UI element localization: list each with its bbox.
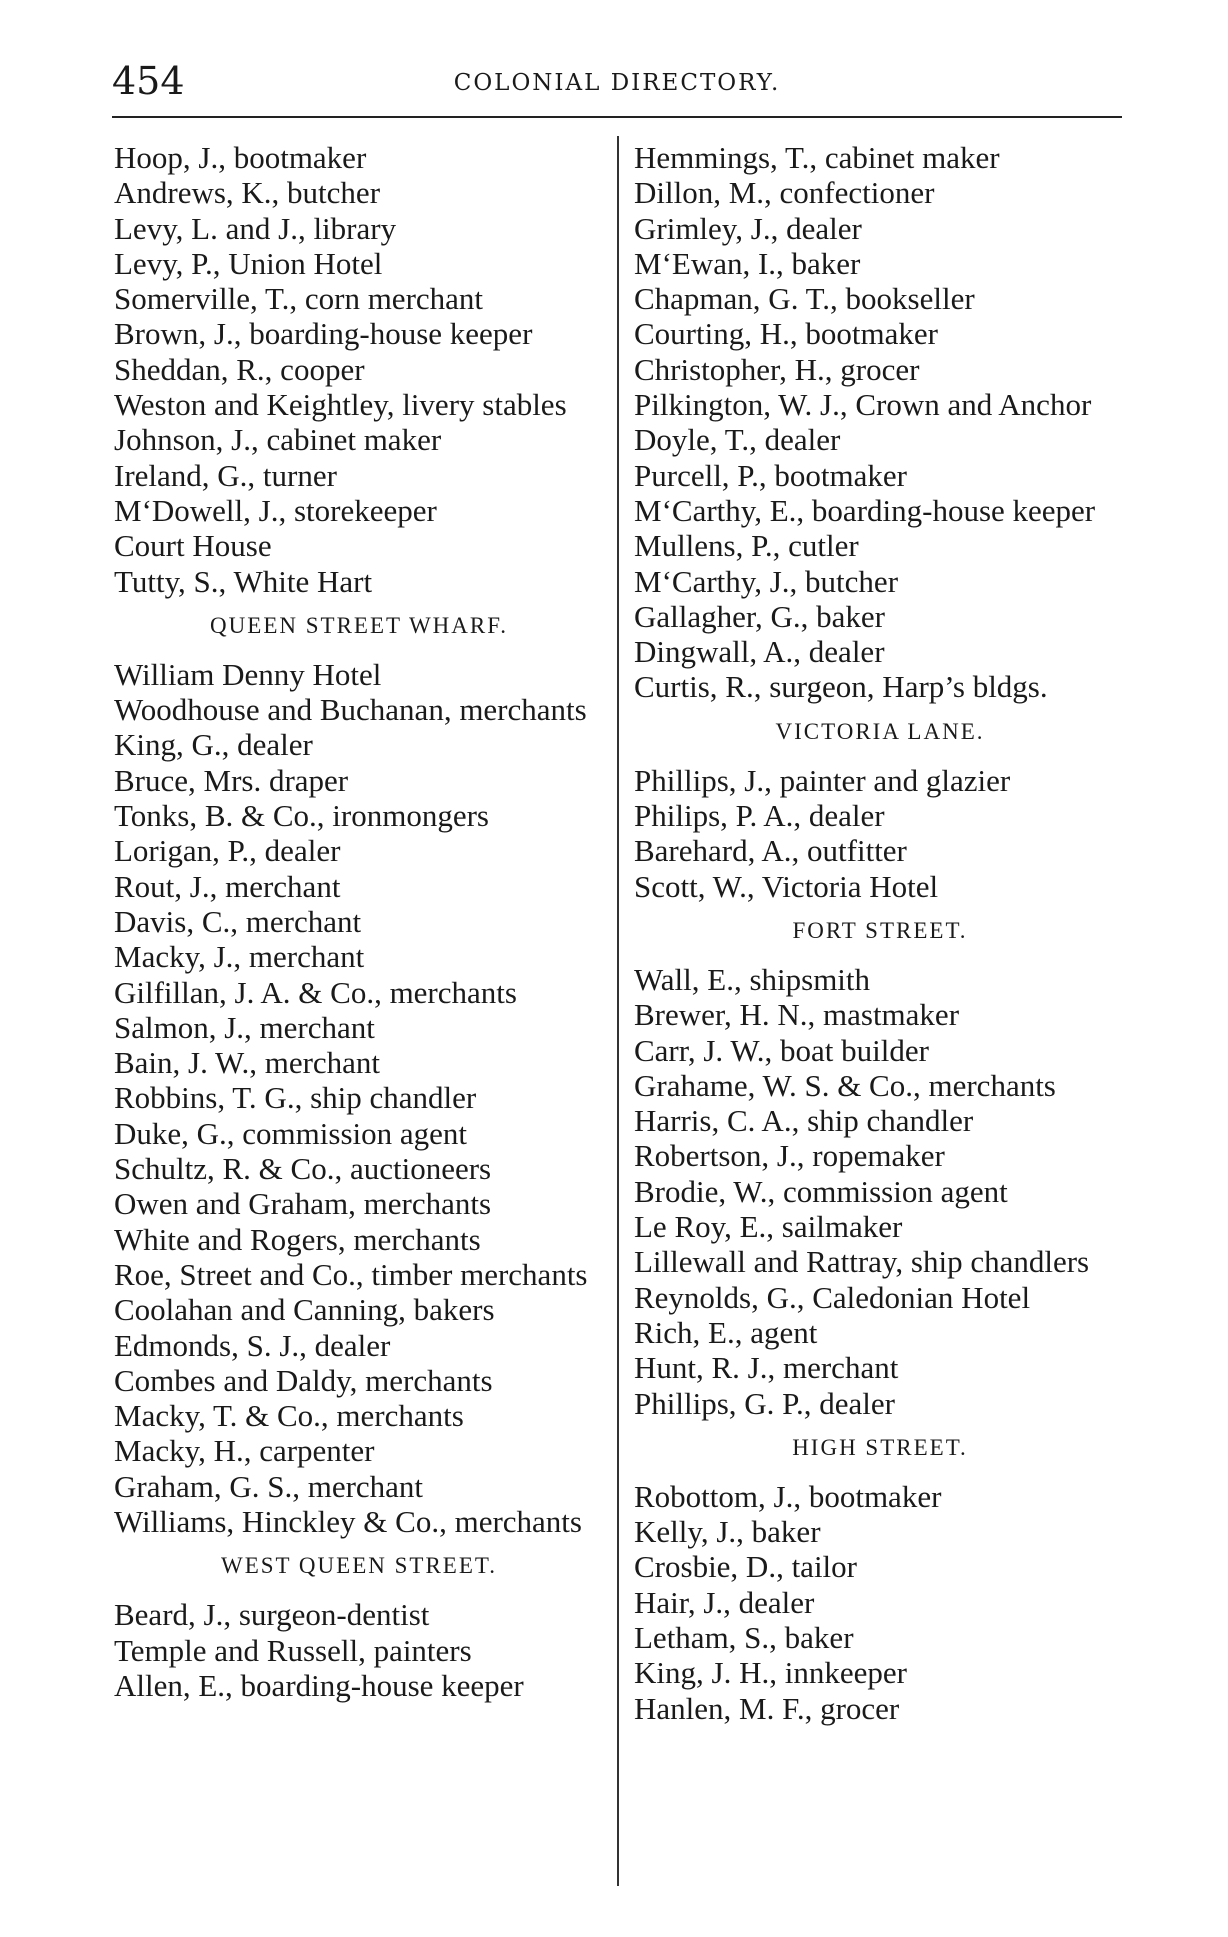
directory-entry: Rout, J., merchant — [114, 868, 341, 904]
directory-entry: King, J. H., innkeeper — [634, 1655, 907, 1691]
directory-entry: Le Roy, E., sailmaker — [634, 1209, 903, 1245]
directory-entry: William Denny Hotel — [114, 656, 382, 692]
directory-entry: Temple and Russell, painters — [114, 1632, 472, 1668]
section-heading-queen-street-wharf: QUEEN STREET WHARF. — [210, 612, 508, 638]
header-rule — [112, 116, 1122, 118]
section-heading-victoria-lane: VICTORIA LANE. — [775, 718, 985, 744]
directory-entry: Weston and Keightley, livery stables — [114, 387, 567, 423]
directory-entry: Macky, H., carpenter — [114, 1433, 375, 1469]
directory-entry: Phillips, G. P., dealer — [634, 1385, 895, 1421]
directory-entry: Beard, J., surgeon-dentist — [114, 1597, 430, 1633]
directory-entry: Crosbie, D., tailor — [634, 1549, 857, 1585]
directory-entry: Dingwall, A., dealer — [634, 634, 885, 670]
entry-group — [634, 962, 1126, 1421]
directory-entry: Phillips, J., painter and glazier — [634, 762, 1011, 798]
entry-group — [114, 657, 604, 1539]
directory-entry: Robertson, J., ropemaker — [634, 1138, 945, 1174]
directory-entry: Grahame, W. S. & Co., merchants — [634, 1067, 1056, 1103]
directory-entry: Lillewall and Rattray, ship chandlers — [634, 1244, 1090, 1280]
page-header — [112, 56, 1122, 116]
entry-group — [634, 1479, 1126, 1726]
directory-entry: Purcell, P., bootmaker — [634, 457, 907, 493]
directory-entry: Barehard, A., outfitter — [634, 833, 907, 869]
directory-entry: Lorigan, P., dealer — [114, 833, 341, 869]
directory-entry: Levy, P., Union Hotel — [114, 245, 383, 281]
directory-entry: Hunt, R. J., merchant — [634, 1350, 899, 1386]
directory-entry: Robottom, J., bootmaker — [634, 1478, 942, 1514]
directory-entry: Williams, Hinckley & Co., merchants — [114, 1503, 582, 1539]
directory-entry: Allen, E., boarding-house keeper — [114, 1667, 524, 1703]
directory-entry: Woodhouse and Buchanan, merchants — [114, 692, 587, 728]
directory-entry: Robbins, T. G., ship chandler — [114, 1080, 477, 1116]
directory-entry: Curtis, R., surgeon, Harp’s bldgs. — [634, 669, 1048, 705]
directory-entry: Courting, H., bootmaker — [634, 316, 938, 352]
directory-entry: Tutty, S., White Hart — [114, 563, 373, 599]
directory-entry: Macky, J., merchant — [114, 939, 365, 975]
directory-entry: Edmonds, S. J., dealer — [114, 1327, 391, 1363]
directory-entry: Hoop, J., bootmaker — [114, 140, 367, 175]
entry-group — [634, 140, 1126, 705]
directory-entry: Graham, G. S., merchant — [114, 1468, 424, 1504]
directory-entry: Philips, P. A., dealer — [634, 798, 885, 834]
directory-entry: Salmon, J., merchant — [114, 1009, 375, 1045]
directory-entry: Bain, J. W., merchant — [114, 1045, 381, 1081]
directory-entry: Sheddan, R., cooper — [114, 351, 365, 387]
directory-entry: Davis, C., merchant — [114, 903, 362, 939]
directory-entry: Combes and Daldy, merchants — [114, 1362, 493, 1398]
directory-entry: Kelly, J., baker — [634, 1514, 821, 1550]
directory-entry: Tonks, B. & Co., ironmongers — [114, 798, 489, 834]
directory-entry: M‘Dowell, J., storekeeper — [114, 492, 437, 528]
section-heading-west-queen-street: WEST QUEEN STREET. — [221, 1553, 497, 1579]
directory-entry: Reynolds, G., Caledonian Hotel — [634, 1279, 1031, 1315]
directory-entry: Ireland, G., turner — [114, 457, 337, 493]
directory-entry: Roe, Street and Co., timber merchants — [114, 1256, 588, 1292]
entry-group — [114, 1597, 604, 1703]
directory-entry: Macky, T. & Co., merchants — [114, 1398, 464, 1434]
directory-entry: Brown, J., boarding-house keeper — [114, 316, 533, 352]
section-heading-high-street: HIGH STREET. — [792, 1434, 968, 1460]
directory-entry: Christopher, H., grocer — [634, 351, 920, 387]
directory-entry: Bruce, Mrs. draper — [114, 762, 349, 798]
directory-entry: Schultz, R. & Co., auctioneers — [114, 1151, 492, 1187]
directory-entry: Hair, J., dealer — [634, 1584, 815, 1620]
directory-entry: White and Rogers, merchants — [114, 1221, 481, 1257]
directory-entry: Letham, S., baker — [634, 1619, 854, 1655]
page-number: 454 — [112, 59, 185, 103]
directory-entry: Mullens, P., cutler — [634, 528, 859, 564]
directory-entry: Harris, C. A., ship chandler — [634, 1103, 974, 1139]
directory-entry: Carr, J. W., boat builder — [634, 1032, 929, 1068]
directory-entry: M‘Ewan, I., baker — [634, 245, 861, 281]
directory-entry: Dillon, M., confectioner — [634, 175, 935, 211]
directory-entry: Johnson, J., cabinet maker — [114, 422, 442, 458]
section-heading-fort-street: FORT STREET. — [792, 917, 968, 943]
directory-entry: Doyle, T., dealer — [634, 422, 841, 458]
directory-entry: Duke, G., commission agent — [114, 1115, 468, 1151]
directory-entry: Grimley, J., dealer — [634, 210, 862, 246]
directory-entry: Brodie, W., commission agent — [634, 1173, 1008, 1209]
directory-entry: Hanlen, M. F., grocer — [634, 1690, 900, 1726]
directory-entry: Levy, L. and J., library — [114, 210, 397, 246]
directory-entry: Gallagher, G., baker — [634, 598, 885, 634]
directory-entry: Scott, W., Victoria Hotel — [634, 868, 939, 904]
directory-entry: Gilfillan, J. A. & Co., merchants — [114, 974, 517, 1010]
directory-entry: Hemmings, T., cabinet maker — [634, 140, 1000, 175]
directory-entry: Andrews, K., butcher — [114, 175, 381, 211]
directory-entry: Rich, E., agent — [634, 1314, 818, 1350]
right-column — [634, 140, 1126, 1726]
directory-entry: Somerville, T., corn merchant — [114, 281, 484, 317]
directory-entry: Court House — [114, 528, 272, 564]
directory-entry: Brewer, H. N., mastmaker — [634, 997, 960, 1033]
directory-entry: Pilkington, W. J., Crown and Anchor — [634, 387, 1092, 423]
entry-group — [634, 763, 1126, 904]
directory-entry: Chapman, G. T., bookseller — [634, 281, 975, 317]
directory-entry: King, G., dealer — [114, 727, 313, 763]
column-divider — [617, 136, 619, 1886]
left-column — [114, 140, 604, 1703]
directory-entry: Coolahan and Canning, bakers — [114, 1292, 495, 1328]
running-title: COLONIAL DIRECTORY. — [453, 70, 781, 96]
entry-group — [114, 140, 604, 599]
directory-entry: Wall, E., shipsmith — [634, 961, 871, 997]
directory-entry: M‘Carthy, J., butcher — [634, 563, 899, 599]
directory-entry: Owen and Graham, merchants — [114, 1186, 492, 1222]
directory-entry: M‘Carthy, E., boarding-house keeper — [634, 492, 1096, 528]
